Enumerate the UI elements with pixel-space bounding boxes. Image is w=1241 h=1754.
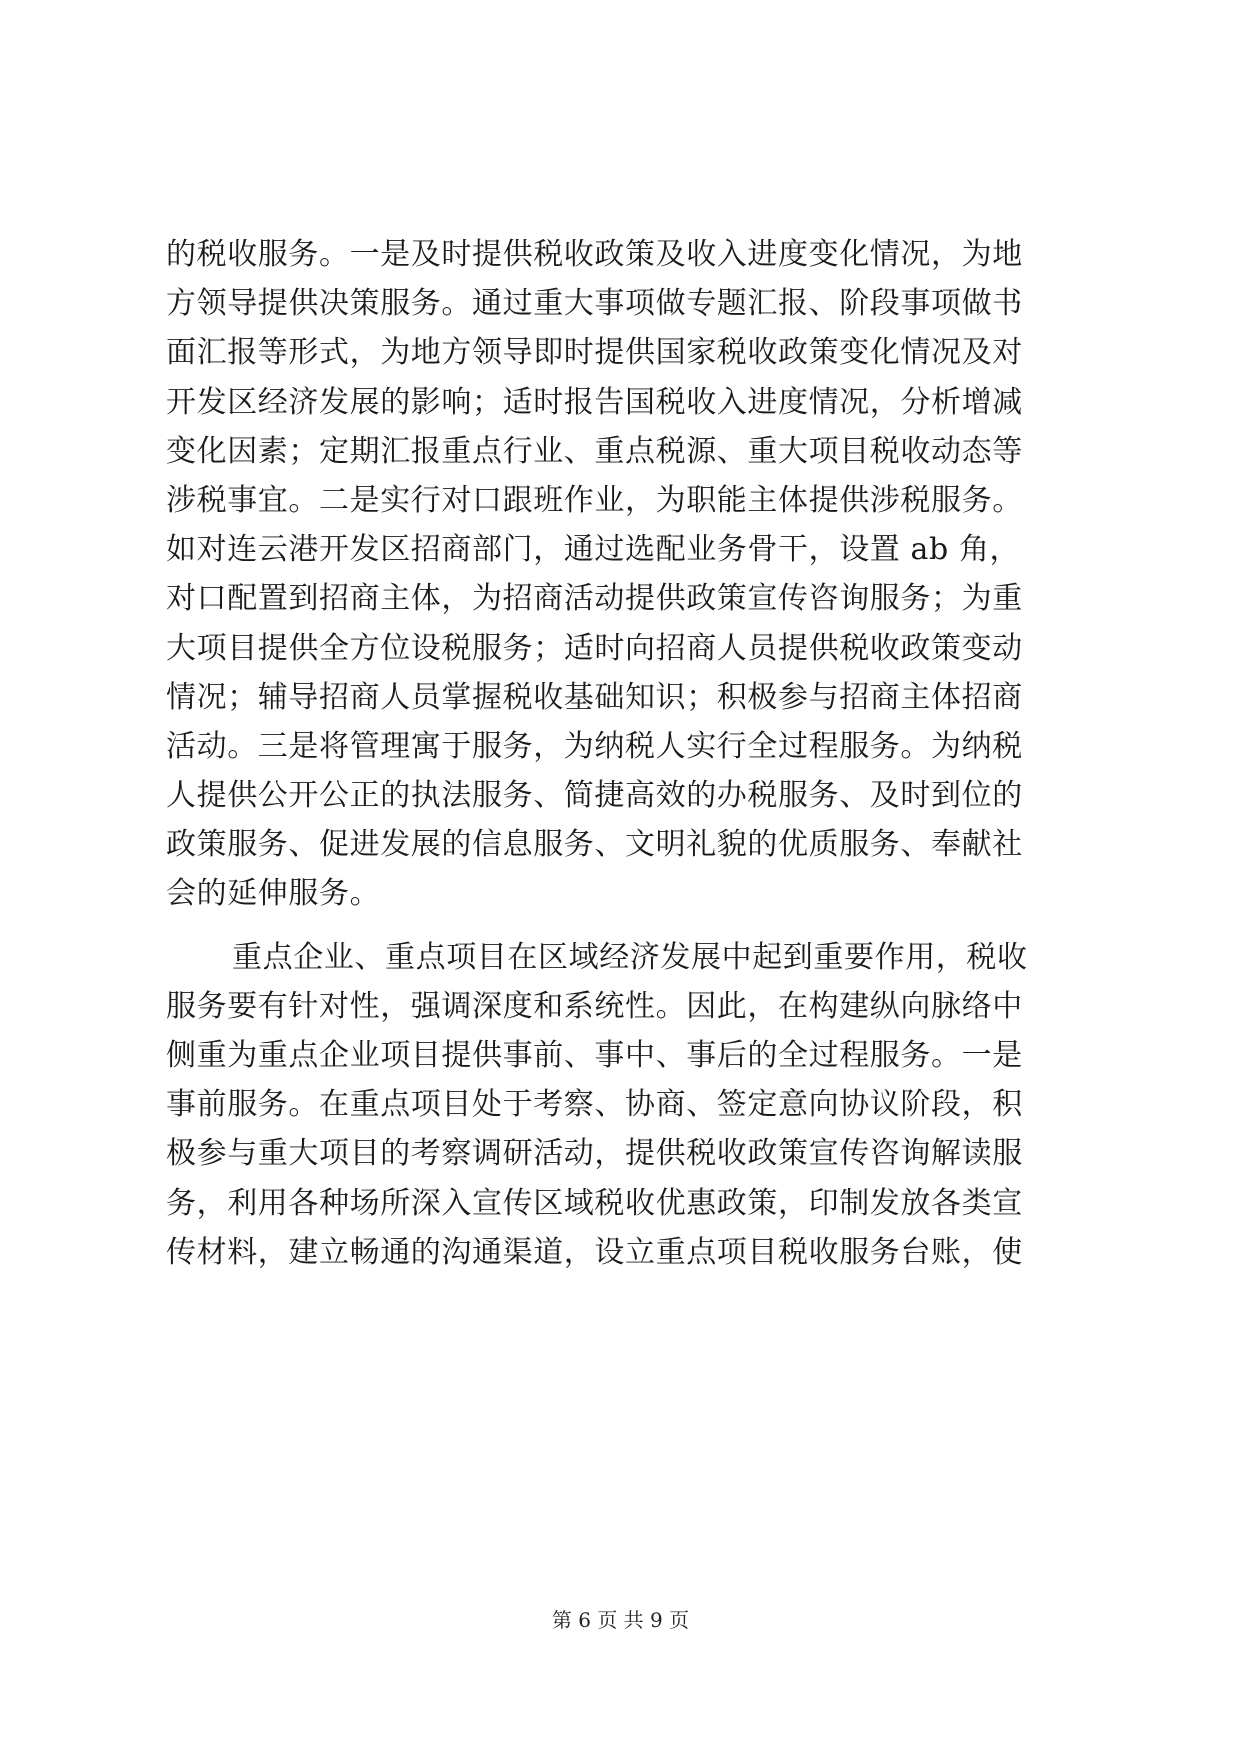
text-line: 传材料，建立畅通的沟通渠道，设立重点项目税收服务台账，使: [166, 1234, 1023, 1270]
text-line: 的税收服务。一是及时提供税收政策及收入进度变化情况，为地: [166, 237, 1023, 272]
text-line: 服务要有针对性，强调深度和系统性。因此，在构建纵向脉络中: [166, 988, 1023, 1024]
text-line: 如对连云港开发区招商部门，通过选配业务骨干，设置 ab 角，: [166, 532, 1021, 568]
text-line: 开发区经济发展的影响；适时报告国税收入进度情况，分析增减: [166, 384, 1023, 420]
text-line: 事前服务。在重点项目处于考察、协商、签定意向协议阶段，积: [166, 1087, 1023, 1123]
text-line: 会的延伸服务。: [166, 876, 381, 912]
text-line: 极参与重大项目的考察调研活动，提供税收政策宣传咨询解读服: [166, 1136, 1023, 1172]
text-line: 政策服务、促进发展的信息服务、文明礼貌的优质服务、奉献社: [166, 827, 1023, 863]
text-line: 方领导提供决策服务。通过重大事项做专题汇报、阶段事项做书: [166, 286, 1023, 322]
body-text: [166, 230, 1096, 1277]
text-line: 情况；辅导招商人员掌握税收基础知识；积极参与招商主体招商: [166, 679, 1023, 715]
text-line: 对口配置到招商主体，为招商活动提供政策宣传咨询服务；为重: [166, 581, 1023, 617]
paragraph-first-line: 重点企业、重点项目在区域经济发展中起到重要作用，税收: [232, 939, 1028, 975]
text-line: 侧重为重点企业项目提供事前、事中、事后的全过程服务。一是: [166, 1038, 1023, 1073]
text-line: 大项目提供全方位设税服务；适时向招商人员提供税收政策变动: [166, 630, 1023, 666]
text-line: 变化因素；定期汇报重点行业、重点税源、重大项目税收动态等: [166, 433, 1023, 469]
page-number-footer: 第 6 页 共 9 页: [551, 1608, 690, 1632]
text-line: 涉税事宜。二是实行对口跟班作业，为职能主体提供涉税服务。: [166, 482, 1023, 518]
text-line: 面汇报等形式，为地方领导即时提供国家税收政策变化情况及对: [166, 335, 1023, 371]
text-line: 活动。三是将管理寓于服务，为纳税人实行全过程服务。为纳税: [166, 728, 1023, 764]
text-line: 务，利用各种场所深入宣传区域税收优惠政策，印制发放各类宣: [166, 1185, 1023, 1221]
text-line: 人提供公开公正的执法服务、简捷高效的办税服务、及时到位的: [166, 778, 1023, 814]
